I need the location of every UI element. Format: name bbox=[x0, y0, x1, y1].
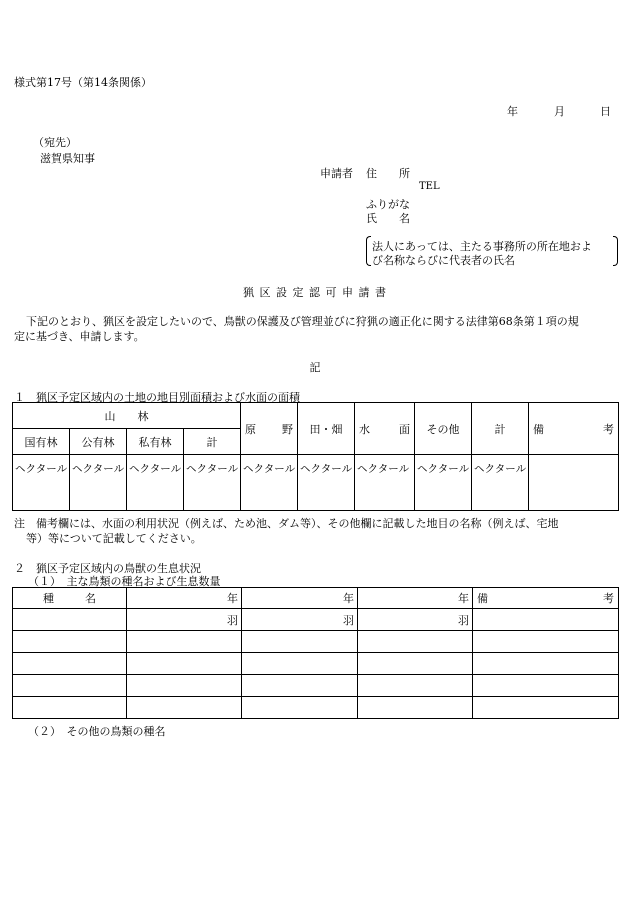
col-total: 計 bbox=[472, 403, 529, 455]
corporate-note-line2: び名称ならびに代表者の氏名 bbox=[372, 254, 515, 267]
section2-heading: ２ 猟区予定区域内の鳥獣の生息状況 bbox=[14, 562, 201, 575]
col-genya: 原 野 bbox=[241, 403, 298, 455]
col-species: 種 名 bbox=[13, 588, 127, 609]
area-cell-tahata[interactable]: ヘクタール bbox=[298, 455, 355, 511]
table-row-cell[interactable] bbox=[358, 697, 473, 719]
section1-note-line1: 注 備考欄には、水面の利用状況（例えば、ため池、ダム等）、その他欄に記載した地目の名称（例えば、宅地 bbox=[14, 517, 559, 530]
col-tahata: 田・畑 bbox=[298, 403, 355, 455]
col-year-3: 年 bbox=[358, 588, 473, 609]
area-cell-sonota[interactable]: ヘクタール bbox=[415, 455, 472, 511]
addressee-name: 滋賀県知事 bbox=[40, 152, 95, 165]
section1-note-line2: 等）等について記載してください。 bbox=[26, 532, 202, 545]
table-row-cell[interactable] bbox=[358, 631, 473, 653]
date-month: 月 bbox=[554, 105, 565, 118]
table-row-cell[interactable] bbox=[242, 697, 358, 719]
intro-line2: 定に基づき、申請します。 bbox=[14, 330, 145, 343]
area-cell-private[interactable]: ヘクタール bbox=[127, 455, 184, 511]
col-bird-remarks: 備 考 bbox=[473, 588, 619, 609]
table-row-cell[interactable] bbox=[127, 697, 242, 719]
bird-count-1[interactable]: 羽 bbox=[127, 609, 242, 631]
address-label: 住 所 bbox=[366, 167, 410, 180]
table-row-cell[interactable] bbox=[127, 631, 242, 653]
furigana-label: ふりがな bbox=[366, 198, 410, 211]
area-cell-suimen[interactable]: ヘクタール bbox=[355, 455, 415, 511]
col-private-forest: 私有林 bbox=[127, 429, 184, 455]
table-row-cell[interactable] bbox=[242, 675, 358, 697]
table-row-cell[interactable] bbox=[242, 653, 358, 675]
area-cell-total[interactable]: ヘクタール bbox=[472, 455, 529, 511]
table-row-cell[interactable] bbox=[13, 653, 127, 675]
table-row-cell[interactable] bbox=[473, 631, 619, 653]
table-row-cell[interactable] bbox=[242, 631, 358, 653]
table-row-cell[interactable] bbox=[13, 675, 127, 697]
col-year-1: 年 bbox=[127, 588, 242, 609]
date-day: 日 bbox=[600, 105, 611, 118]
table-row-cell[interactable] bbox=[13, 631, 127, 653]
col-public-forest: 公有林 bbox=[70, 429, 127, 455]
bird-cell-remarks[interactable] bbox=[473, 609, 619, 631]
col-year-2: 年 bbox=[242, 588, 358, 609]
area-cell-forest-total[interactable]: ヘクタール bbox=[184, 455, 241, 511]
bird-count-3[interactable]: 羽 bbox=[358, 609, 473, 631]
section1-heading: １ 猟区予定区域内の土地の地目別面積および水面の面積 bbox=[14, 391, 300, 404]
name-label: 氏 名 bbox=[366, 212, 410, 225]
table-row-cell[interactable] bbox=[127, 653, 242, 675]
ki-marker: 記 bbox=[309, 361, 321, 374]
col-national-forest: 国有林 bbox=[13, 429, 70, 455]
document-title: 猟 区 設 定 認 可 申 請 書 bbox=[243, 286, 387, 299]
table-row-cell[interactable] bbox=[358, 653, 473, 675]
col-remarks: 備 考 bbox=[529, 403, 619, 455]
table-row-cell[interactable] bbox=[358, 675, 473, 697]
date-year: 年 bbox=[507, 105, 518, 118]
section2-sub1: （１） 主な鳥類の種名および生息数量 bbox=[28, 575, 221, 588]
intro-line1: 下記のとおり、猟区を設定したいので、鳥獣の保護及び管理並びに狩猟の適正化に関する法律第68条第１項の規 bbox=[26, 315, 579, 328]
area-cell-national[interactable]: ヘクタール bbox=[13, 455, 70, 511]
bird-count-2[interactable]: 羽 bbox=[242, 609, 358, 631]
addressee-label: （宛先） bbox=[33, 136, 77, 149]
corporate-note-line1: 法人にあっては、主たる事務所の所在地およ bbox=[372, 240, 592, 253]
tel-label: TEL bbox=[419, 181, 440, 192]
col-forest-total: 計 bbox=[184, 429, 241, 455]
col-sonota: その他 bbox=[415, 403, 472, 455]
applicant-role: 申請者 bbox=[320, 167, 353, 180]
area-cell-public[interactable]: ヘクタール bbox=[70, 455, 127, 511]
area-cell-remarks[interactable] bbox=[529, 455, 619, 511]
bird-table bbox=[12, 587, 619, 719]
col-suimen: 水 面 bbox=[355, 403, 415, 455]
table-row-cell[interactable] bbox=[473, 653, 619, 675]
table-row-cell[interactable] bbox=[127, 675, 242, 697]
section2-sub2: （２） その他の鳥類の種名 bbox=[28, 725, 166, 738]
land-area-table bbox=[12, 402, 619, 511]
form-number: 様式第17号（第14条関係） bbox=[14, 76, 152, 89]
table-row-cell[interactable] bbox=[473, 697, 619, 719]
forest-header: 山 林 bbox=[13, 403, 241, 429]
table-row-cell[interactable] bbox=[473, 675, 619, 697]
bird-cell-species[interactable] bbox=[13, 609, 127, 631]
area-cell-genya[interactable]: ヘクタール bbox=[241, 455, 298, 511]
table-row-cell[interactable] bbox=[13, 697, 127, 719]
